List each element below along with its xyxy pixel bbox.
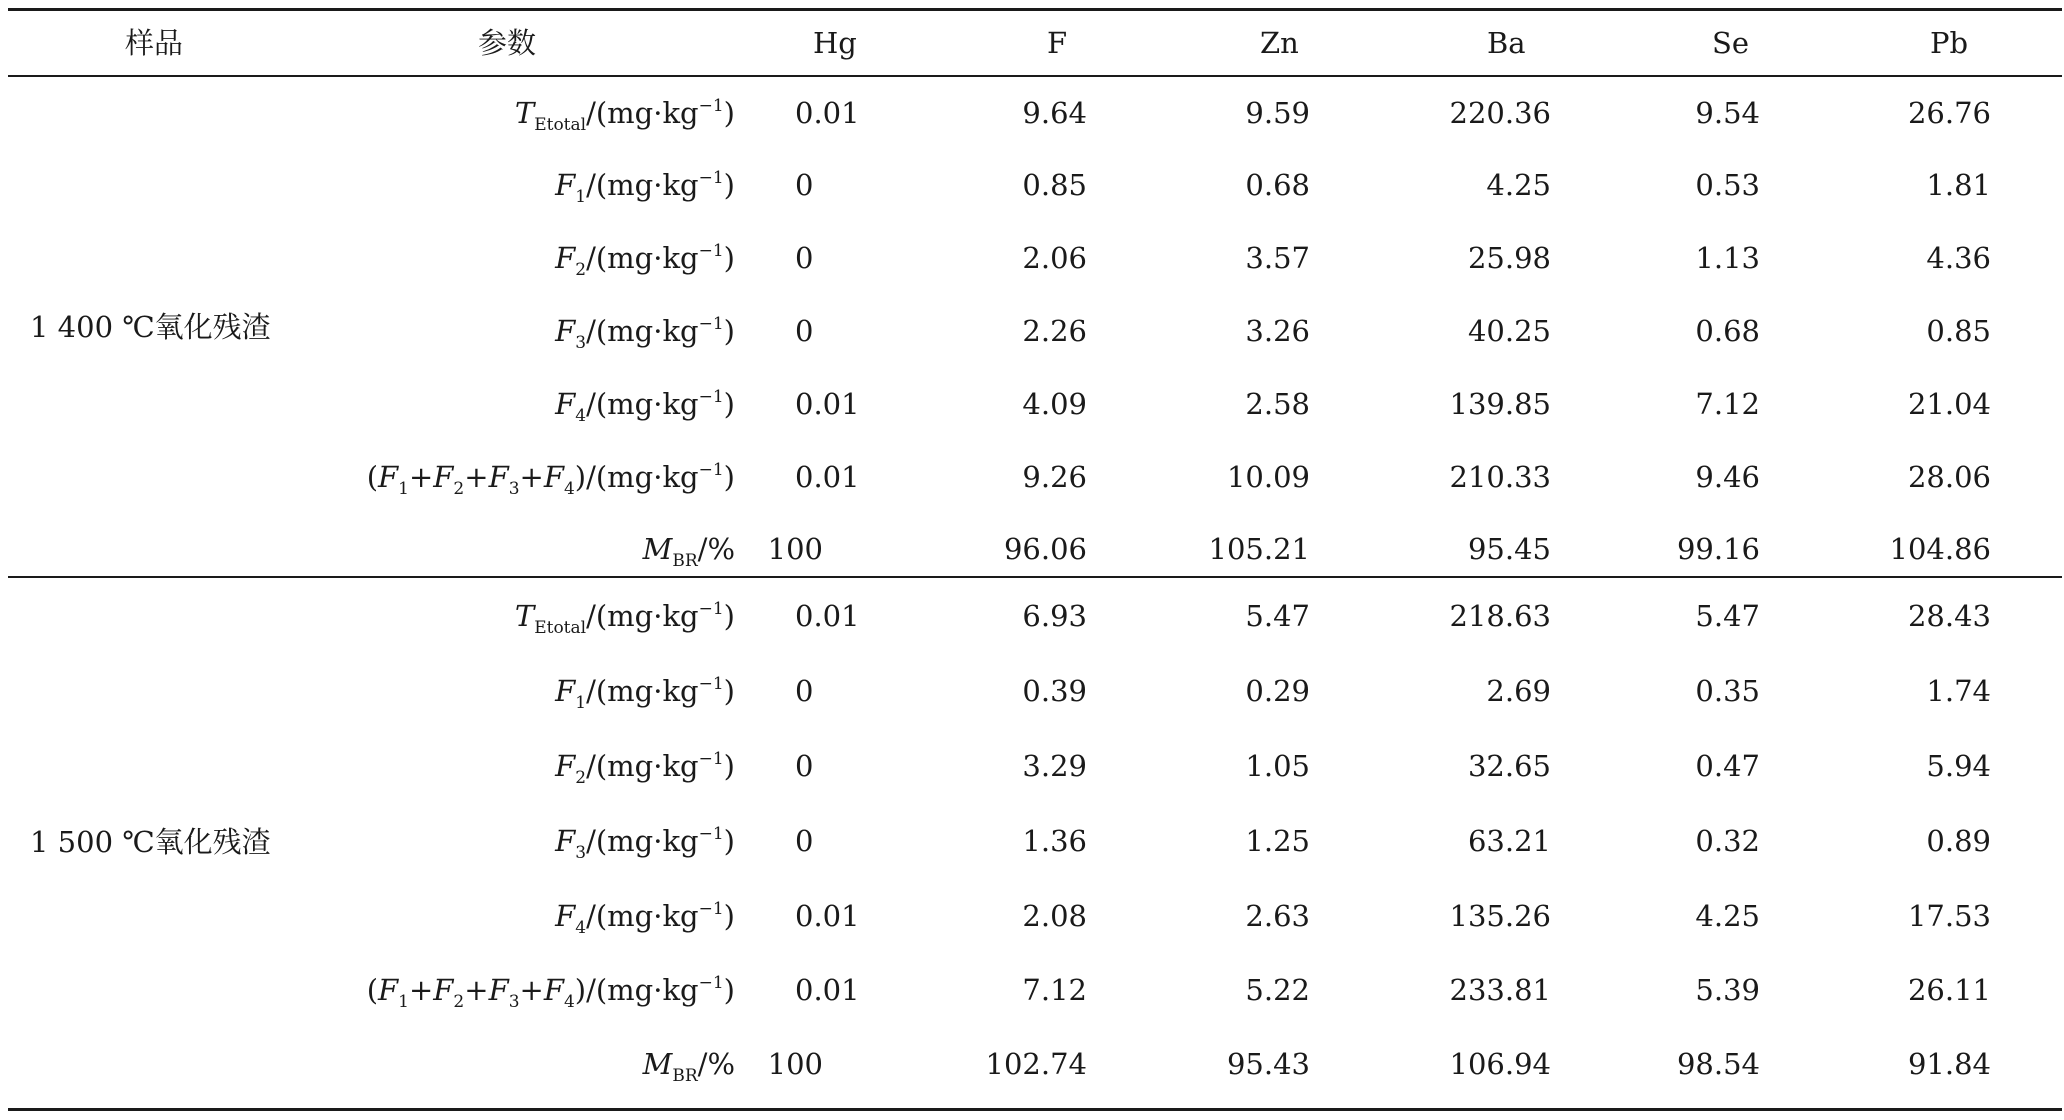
- value-ba: 220.36: [1449, 96, 1551, 130]
- value-pb: 91.84: [1907, 1047, 1991, 1081]
- header-ba: Ba: [1487, 26, 1526, 60]
- parameter-label: $F_1/(mg\cdot kg^{-1})$: [555, 168, 735, 207]
- value-se: 98.54: [1676, 1047, 1760, 1081]
- value-hg: 0: [795, 824, 814, 858]
- value-se: 0.53: [1695, 168, 1760, 202]
- value-zn: 5.47: [1245, 599, 1310, 633]
- header-zn: Zn: [1260, 26, 1299, 60]
- value-pb: 5.94: [1926, 749, 1991, 783]
- value-pb: 4.36: [1926, 241, 1991, 275]
- value-zn: 0.29: [1245, 674, 1310, 708]
- value-f: 6.93: [1022, 599, 1087, 633]
- value-se: 0.47: [1695, 749, 1760, 783]
- value-se: 0.68: [1695, 314, 1760, 348]
- header-se: Se: [1712, 26, 1750, 60]
- value-zn: 0.68: [1245, 168, 1310, 202]
- value-zn: 3.57: [1245, 241, 1310, 275]
- value-zn: 1.05: [1245, 749, 1310, 783]
- parameter-label: $F_2/(mg\cdot kg^{-1})$: [555, 749, 735, 788]
- value-ba: 139.85: [1449, 387, 1551, 421]
- value-hg: 100: [767, 1047, 823, 1081]
- value-ba: 63.21: [1467, 824, 1551, 858]
- value-zn: 5.22: [1245, 973, 1310, 1007]
- bottom-rule: [8, 1108, 2062, 1111]
- value-pb: 28.43: [1907, 599, 1991, 633]
- sample-label: 1 500 ℃氧化残渣: [30, 825, 271, 859]
- value-f: 2.26: [1022, 314, 1087, 348]
- value-pb: 26.11: [1907, 973, 1991, 1007]
- value-se: 99.16: [1676, 532, 1760, 566]
- value-hg: 0.01: [795, 899, 860, 933]
- value-ba: 95.45: [1467, 532, 1551, 566]
- value-se: 1.13: [1695, 241, 1760, 275]
- value-f: 2.08: [1022, 899, 1087, 933]
- value-pb: 28.06: [1907, 460, 1991, 494]
- value-hg: 0.01: [795, 599, 860, 633]
- value-hg: 0.01: [795, 96, 860, 130]
- value-zn: 9.59: [1245, 96, 1310, 130]
- value-hg: 0: [795, 241, 814, 275]
- parameter-label: $M_{BR}/\%$: [642, 1047, 735, 1086]
- value-f: 102.74: [985, 1047, 1087, 1081]
- value-hg: 0.01: [795, 973, 860, 1007]
- value-se: 9.46: [1695, 460, 1760, 494]
- value-hg: 0.01: [795, 460, 860, 494]
- value-pb: 1.81: [1926, 168, 1991, 202]
- parameter-label: $(F_1+F_2+F_3+F_4)/(mg\cdot kg^{-1})$: [366, 973, 735, 1012]
- value-f: 96.06: [1003, 532, 1087, 566]
- value-zn: 2.63: [1245, 899, 1310, 933]
- value-se: 0.32: [1695, 824, 1760, 858]
- value-f: 7.12: [1022, 973, 1087, 1007]
- value-pb: 21.04: [1907, 387, 1991, 421]
- value-zn: 1.25: [1245, 824, 1310, 858]
- value-hg: 0: [795, 749, 814, 783]
- value-pb: 0.85: [1926, 314, 1991, 348]
- value-zn: 10.09: [1226, 460, 1310, 494]
- value-hg: 100: [767, 532, 823, 566]
- value-f: 1.36: [1022, 824, 1087, 858]
- group-divider-rule: [8, 576, 2062, 578]
- parameter-label: $F_4/(mg\cdot kg^{-1})$: [555, 387, 735, 426]
- header-pb: Pb: [1930, 26, 1969, 60]
- value-zn: 95.43: [1226, 1047, 1310, 1081]
- value-ba: 233.81: [1449, 973, 1551, 1007]
- sample-label: 1 400 ℃氧化残渣: [30, 310, 271, 344]
- value-f: 0.85: [1022, 168, 1087, 202]
- parameter-label: $(F_1+F_2+F_3+F_4)/(mg\cdot kg^{-1})$: [366, 460, 735, 499]
- value-ba: 25.98: [1467, 241, 1551, 275]
- header-parameter: 参数: [478, 26, 537, 60]
- parameter-label: $F_1/(mg\cdot kg^{-1})$: [555, 674, 735, 713]
- value-hg: 0: [795, 314, 814, 348]
- value-f: 4.09: [1022, 387, 1087, 421]
- value-f: 2.06: [1022, 241, 1087, 275]
- parameter-label: $F_4/(mg\cdot kg^{-1})$: [555, 899, 735, 938]
- value-se: 0.35: [1695, 674, 1760, 708]
- value-se: 9.54: [1695, 96, 1760, 130]
- header-f: F: [1047, 26, 1068, 60]
- value-pb: 1.74: [1926, 674, 1991, 708]
- value-pb: 26.76: [1907, 96, 1991, 130]
- parameter-label: $F_3/(mg\cdot kg^{-1})$: [555, 314, 735, 353]
- parameter-label: $F_2/(mg\cdot kg^{-1})$: [555, 241, 735, 280]
- value-ba: 218.63: [1449, 599, 1551, 633]
- value-f: 0.39: [1022, 674, 1087, 708]
- value-f: 9.64: [1022, 96, 1087, 130]
- value-ba: 32.65: [1467, 749, 1551, 783]
- value-se: 7.12: [1695, 387, 1760, 421]
- parameter-label: $T_{Etotal}/(mg\cdot kg^{-1})$: [514, 599, 735, 638]
- value-ba: 2.69: [1486, 674, 1551, 708]
- value-zn: 105.21: [1208, 532, 1310, 566]
- value-f: 9.26: [1022, 460, 1087, 494]
- header-rule: [8, 75, 2062, 77]
- value-se: 5.47: [1695, 599, 1760, 633]
- parameter-label: $M_{BR}/\%$: [642, 532, 735, 571]
- value-ba: 210.33: [1449, 460, 1551, 494]
- parameter-label: $T_{Etotal}/(mg\cdot kg^{-1})$: [514, 96, 735, 135]
- value-ba: 40.25: [1467, 314, 1551, 348]
- value-pb: 0.89: [1926, 824, 1991, 858]
- parameter-label: $F_3/(mg\cdot kg^{-1})$: [555, 824, 735, 863]
- value-f: 3.29: [1022, 749, 1087, 783]
- value-zn: 3.26: [1245, 314, 1310, 348]
- value-ba: 135.26: [1449, 899, 1551, 933]
- value-se: 5.39: [1695, 973, 1760, 1007]
- value-pb: 104.86: [1889, 532, 1991, 566]
- value-pb: 17.53: [1907, 899, 1991, 933]
- value-ba: 106.94: [1449, 1047, 1551, 1081]
- value-hg: 0: [795, 168, 814, 202]
- header-sample: 样品: [125, 26, 184, 60]
- value-hg: 0.01: [795, 387, 860, 421]
- value-se: 4.25: [1695, 899, 1760, 933]
- value-zn: 2.58: [1245, 387, 1310, 421]
- top-rule: [8, 8, 2062, 11]
- header-hg: Hg: [813, 26, 857, 60]
- value-hg: 0: [795, 674, 814, 708]
- value-ba: 4.25: [1486, 168, 1551, 202]
